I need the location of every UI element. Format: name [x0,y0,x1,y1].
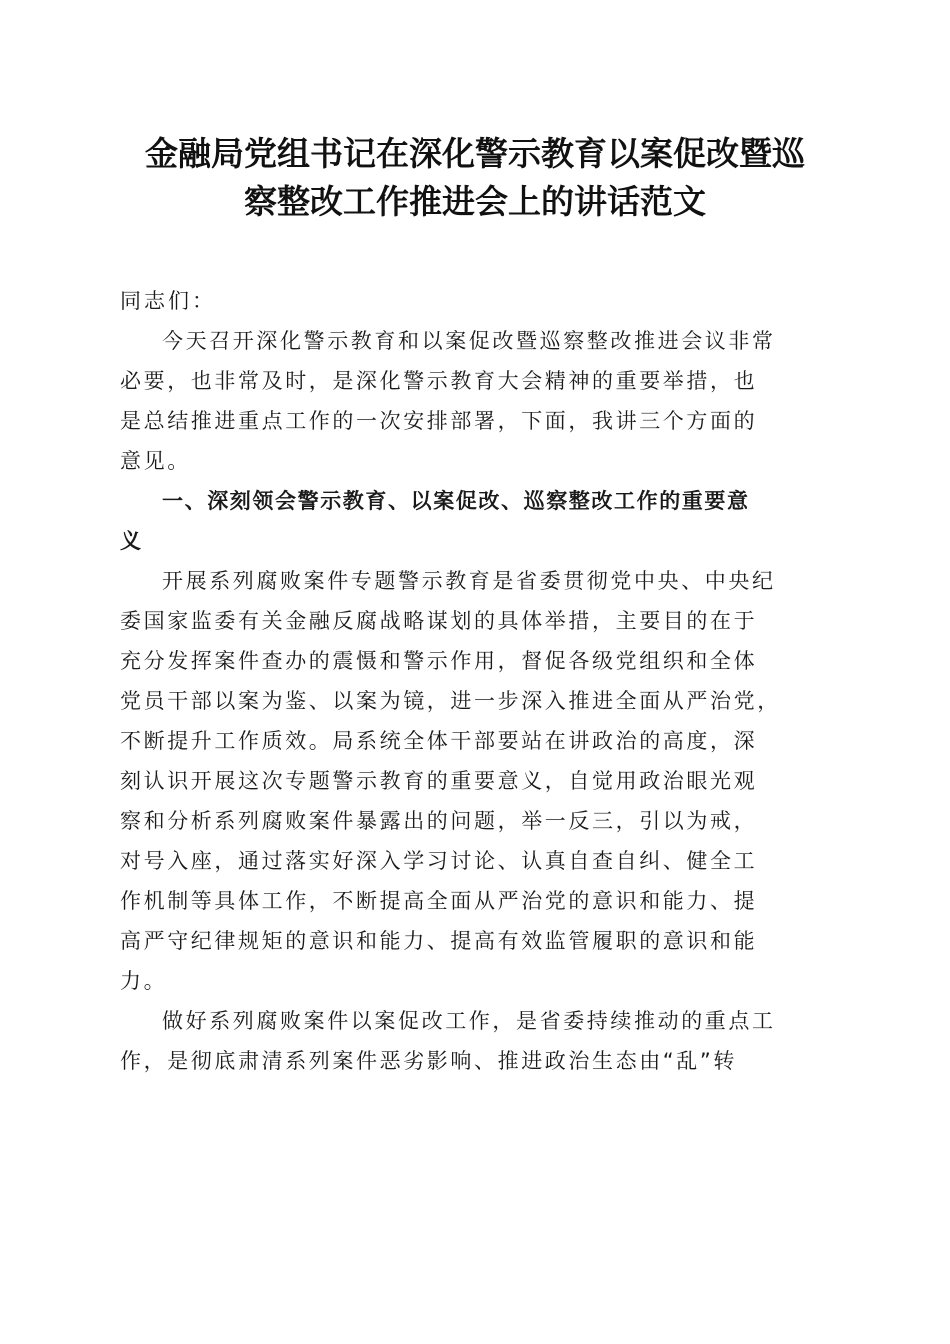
paragraph-line: 开展系列腐败案件专题警示教育是省委贯彻党中央、中央纪 [162,569,776,593]
paragraph-line: 充分发挥案件查办的震慑和警示作用，督促各级党组织和全体 [120,649,758,673]
paragraph-line: 察和分析系列腐败案件暴露出的问题，举一反三，引以为戒， [120,809,758,833]
paragraph-line: 作机制等具体工作，不断提高全面从严治党的意识和能力、提 [120,889,758,913]
paragraph-intro [120,321,830,481]
paragraph-line: 是总结推进重点工作的一次安排部署，下面，我讲三个方面的 [120,409,758,433]
document-body [120,281,830,1081]
paragraph-line: 今天召开深化警示教育和以案促改暨巡察整改推进会议非常 [162,329,776,353]
paragraph-line: 对号入座，通过落实好深入学习讨论、认真自查自纠、健全工 [120,849,758,873]
paragraph-line: 意见。 [120,449,191,473]
salutation: 同志们： [120,289,216,313]
paragraph-case-reform [120,1001,830,1081]
paragraph-line: 做好系列腐败案件以案促改工作，是省委持续推动的重点工 [162,1009,776,1033]
document-page [120,130,830,1081]
heading-line: 义 [120,529,143,553]
paragraph-line: 高严守纪律规矩的意识和能力、提高有效监管履职的意识和能 [120,929,758,953]
paragraph-line: 党员干部以案为鉴、以案为镜，进一步深入推进全面从严治党， [120,689,781,713]
paragraph-line: 委国家监委有关金融反腐战略谋划的具体举措，主要目的在于 [120,609,758,633]
title-line-2: 察整改工作推进会上的讲话范文 [244,182,706,221]
heading-line: 一、深刻领会警示教育、以案促改、巡察整改工作的重要意 [162,489,750,513]
document-title [120,130,830,226]
section-heading-1 [120,481,830,561]
paragraph-line: 作，是彻底肃清系列案件恶劣影响、推进政治生态由“乱”转 [120,1049,737,1073]
paragraph-line: 不断提升工作质效。局系统全体干部要站在讲政治的高度，深 [120,729,758,753]
paragraph-line: 力。 [120,969,168,993]
paragraph-line: 必要，也非常及时，是深化警示教育大会精神的重要举措，也 [120,369,758,393]
paragraph-warning-education [120,561,830,1001]
paragraph-line: 刻认识开展这次专题警示教育的重要意义，自觉用政治眼光观 [120,769,758,793]
title-line-1: 金融局党组书记在深化警示教育以案促改暨巡 [145,134,805,173]
